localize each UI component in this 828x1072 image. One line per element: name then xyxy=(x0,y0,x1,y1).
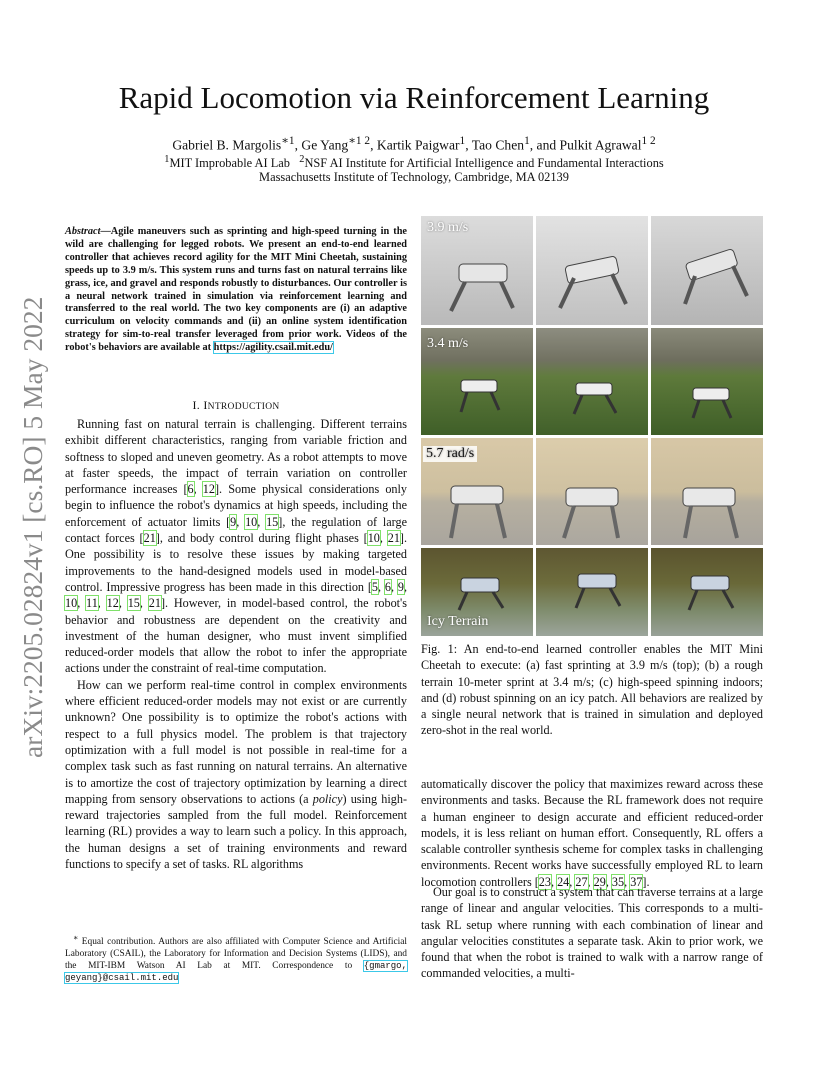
fig-row1-frame3 xyxy=(651,216,763,325)
affiliation-mit: MIT Improbable AI Lab xyxy=(169,156,290,171)
section-heading xyxy=(65,398,407,413)
author-list: Gabriel B. Margolis$^{∗1}$, Ge Yang$^{∗1 2}$, Kartik Paigwar$^1$, Tao Chen$^1$, and Pulkit Agrawal$^{1 2}$ xyxy=(172,135,656,153)
footnote-text: Equal contribution. Authors are also affiliated with Computer Science and Artificial Laboratory (CSAIL), the Laboratory for Information and Decision Systems (LIDS), and the MIT-IBM Watson AI Lab at MIT. Correspondence to xyxy=(65,937,407,971)
abstract-body: —Agile maneuvers such as sprinting and high-speed turning in the wild are challenging for legged robots. We present an end-to-end learned controller that achieves record agility for the MIT Mini Cheetah, sustaining speeds up to 3.9 m/s. This system runs and turns fast on natural terrains like grass, ice, and gravel and responds robustly to disturbances. Our controller is a neural network trained in simulation via reinforcement learning and transferred to the real world. The two key components are (i) an adaptive curriculum on velocity commands and (ii) an online system identification strategy for sim-to-real transfer leveraged from prior work. Videos of the robot's behaviors are available at xyxy=(65,226,407,354)
abstract-label: Abstract xyxy=(65,226,101,237)
arxiv-identifier: arXiv:2205.02824v1 [cs.RO] 5 May 2022 xyxy=(17,296,48,758)
affiliation-line-2: Massachusetts Institute of Technology, Cambridge, MA 02139 xyxy=(259,170,569,184)
intro-paragraph-1: Running fast on natural terrain is challenging. Different terrains exhibit different characteristics, ranging from variable friction and softness to sloped and uneven geometry. As a robot attempts to move at faster speeds, the impact of terrain variation on controller performance increases [6, 12]. Some physical considerations only begin to influence the robot's dynamics at high speeds, including the enforcement of actuator limits [9, 10, 15], the regulation of large contact forces [21], and body control during flight phases [10, 21]. One possibility is to resolve these issues by making targeted improvements to the hand-designed models used in model-based control. Impressive progress has been made in this direction [5, 6, 9, 10, 11, 12, 15, 21]. However, in model-based control, the robot's behavior and robustness are dependent on the creativity and investment of the human designer, who must invent simplified reduced-order models that allow the robot to infer the appropriate actions under the constraint of real-time computation. xyxy=(65,417,408,676)
fig-row4-frame2 xyxy=(536,548,648,636)
fig-label-row3: 5.7 rad/s xyxy=(423,446,477,462)
fig-row1-frame2 xyxy=(536,216,648,325)
fig-row3-frame3 xyxy=(651,438,763,545)
intro-paragraph-2: How can we perform real-time control in complex environments where efficient reduced-order models may not exist or are currently unknown? One possibility is to optimize the robot's actions with respect to a full physics model. The problem is that trajectory optimization with a full model is not possible in real-time for a complex task such as fast running on natural terrains. An alternative is to amortize the cost of trajectory optimization by learning a direct mapping from sensory observations to actions (a policy) using high-reward trajectories sampled from the full model. Reinforcement learning (RL) provides a way to learn such a policy. In this approach, the human designs a set of training environments and reward functions to specify a set of tasks. RL algorithms xyxy=(65,677,407,872)
arxiv-sidebar xyxy=(14,286,50,761)
footnote: ∗ Equal contribution. Authors are also affiliated with Computer Science and Artificial Laboratory (CSAIL), the Laboratory for Information and Decision Systems (LIDS), and the MIT-IBM Watson AI Lab at MIT. Correspondence to {gmargo, geyang}@csail.mit.edu xyxy=(65,933,407,983)
fig-label-row1: 3.9 m/s xyxy=(427,220,469,235)
correspondence-email[interactable]: {gmargo, geyang}@csail.mit.edu xyxy=(65,960,407,983)
project-link[interactable]: https://agility.csail.mit.edu/ xyxy=(213,342,333,354)
fig-label-row4: Icy Terrain xyxy=(427,614,489,629)
paper-title: Rapid Locomotion via Reinforcement Learning xyxy=(118,80,710,115)
fig-label-row2: 3.4 m/s xyxy=(427,336,469,351)
affiliation-line-1: $^1$MIT Improbable AI Lab $^2$NSF AI Institute for Artificial Intelligence and Fundamental Interactions xyxy=(164,154,664,171)
section-number: I. xyxy=(192,398,201,412)
intro-paragraph-2-cont: automatically discover the policy that maximizes reward across these environments and tasks. Because the RL framework does not require a human engineer to design accurate and efficient reduced-order models, it is less reliant on human effort. Consequently, RL offers a scalable controller synthesis scheme for complex tasks in challenging environments. Recent works have successfully employed RL to learn locomotion controllers [23, 24, 27, 29, 35, 37]. xyxy=(421,777,763,889)
fig-row3-frame2 xyxy=(536,438,648,545)
fig-row2-frame2 xyxy=(536,328,648,435)
section-title-rest: NTRODUCTION xyxy=(207,402,280,412)
section-title-initial: I xyxy=(203,398,208,412)
figure-caption: Fig. 1: An end-to-end learned controller enables the MIT Mini Cheetah to execute: (a) fast sprinting at 3.9 m/s (top); (b) a rough terrain 10-meter sprint at 3.4 m/s; (c) high-speed spinning indoors; and (d) robust spinning on an icy patch. All behaviors are realized by a single neural network that is trained in simulation and deployed zero-shot in the real world. xyxy=(421,642,763,738)
intro-paragraph-3: Our goal is to construct a system that can traverse terrains at a large range of linear and angular velocities. This corresponds to a multi-task RL setup where running with each combination of linear and angular velocities constitutes a separate task. Akin to prior work, we found that when the robot is trained to walk with a narrow range of commanded velocities, a multi- xyxy=(421,885,763,981)
figure-1 xyxy=(421,216,763,636)
abstract xyxy=(65,226,407,355)
intro-body xyxy=(65,416,407,872)
affiliation-nsf: NSF AI Institute for Artificial Intelligence and Fundamental Interactions xyxy=(304,156,664,171)
fig-row4-frame3 xyxy=(651,548,763,636)
fig-row2-frame3 xyxy=(651,328,763,435)
